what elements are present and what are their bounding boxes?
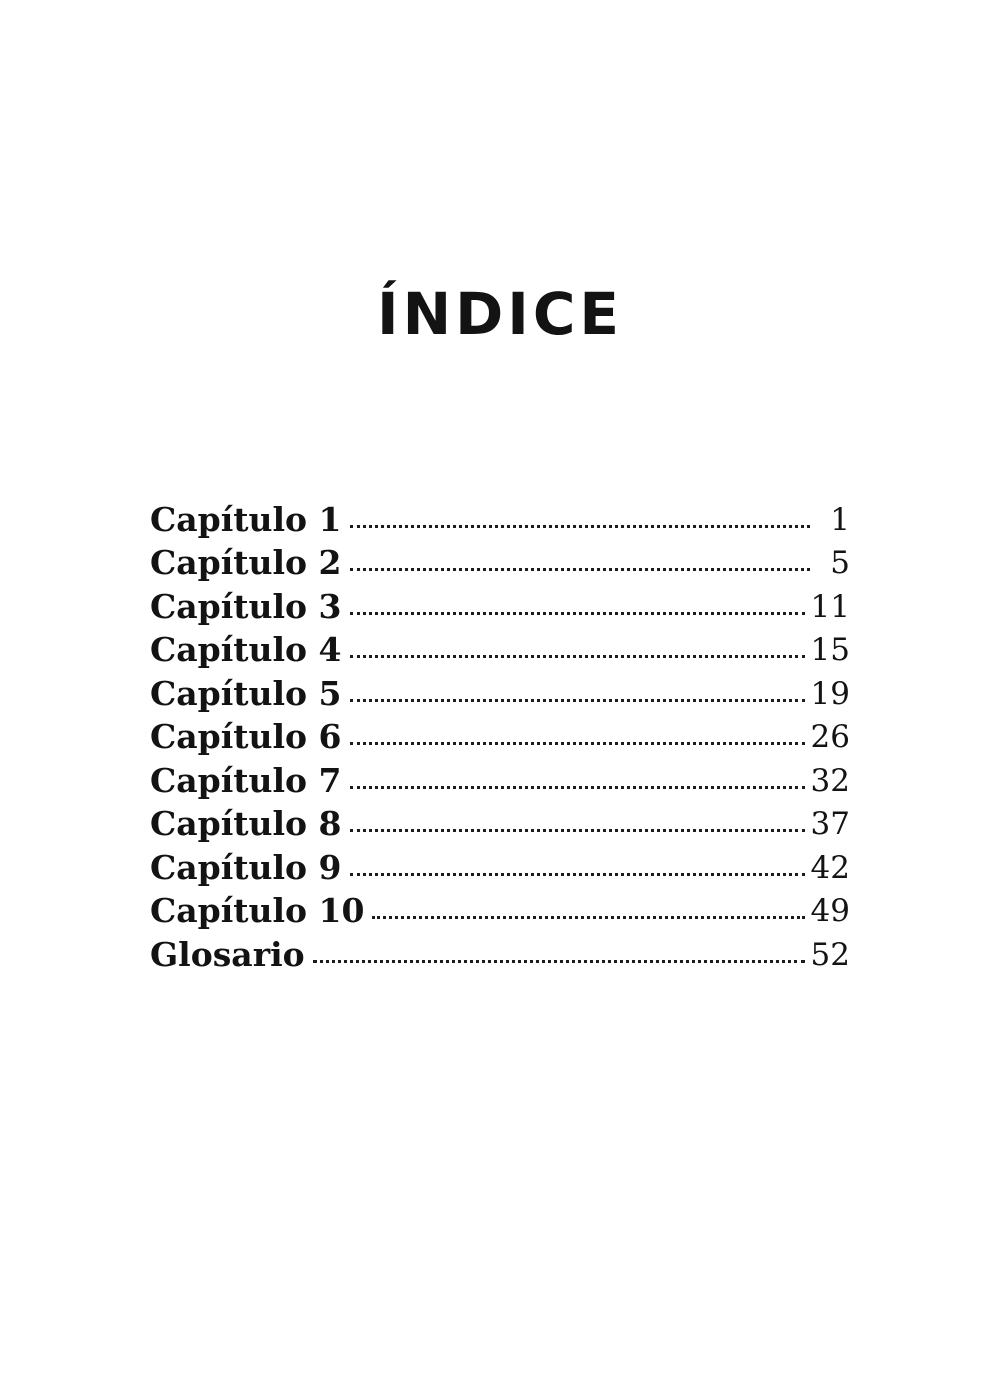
toc-entry bbox=[150, 712, 850, 756]
toc-entry bbox=[150, 625, 850, 669]
toc-entry bbox=[150, 494, 850, 538]
dot-leader bbox=[350, 699, 805, 702]
toc-entry-label: Capítulo 2 bbox=[150, 543, 342, 582]
toc-entry-page: 42 bbox=[810, 849, 850, 886]
toc-entry bbox=[150, 668, 850, 712]
toc-entry-label: Capítulo 6 bbox=[150, 717, 342, 756]
dot-leader bbox=[350, 655, 805, 658]
toc-entry bbox=[150, 886, 850, 930]
dot-leader bbox=[372, 916, 804, 919]
dot-leader bbox=[350, 786, 805, 789]
dot-leader bbox=[350, 873, 805, 876]
toc-entry bbox=[150, 929, 850, 973]
toc-entry-label: Capítulo 8 bbox=[150, 804, 342, 843]
toc-list bbox=[150, 494, 850, 973]
dot-leader bbox=[350, 525, 811, 528]
dot-leader bbox=[313, 960, 805, 963]
dot-leader bbox=[350, 612, 805, 615]
toc-entry-page: 37 bbox=[810, 806, 850, 842]
toc-entry-page: 32 bbox=[810, 762, 850, 799]
toc-entry-label: Capítulo 10 bbox=[150, 891, 365, 930]
toc-entry-label: Capítulo 3 bbox=[150, 586, 342, 626]
toc-entry-page: 1 bbox=[830, 501, 850, 538]
toc-entry bbox=[150, 581, 850, 625]
toc-entry-page: 49 bbox=[810, 893, 850, 929]
toc-entry-label: Capítulo 1 bbox=[150, 499, 342, 539]
toc-entry-page: 26 bbox=[810, 719, 850, 755]
toc-entry-page: 19 bbox=[810, 675, 850, 712]
toc-entry-page: 52 bbox=[810, 936, 850, 973]
dot-leader bbox=[350, 568, 811, 571]
toc-entry-label: Capítulo 4 bbox=[150, 630, 342, 669]
toc-entry bbox=[150, 799, 850, 843]
page-title: ÍNDICE bbox=[376, 280, 624, 348]
toc-entry bbox=[150, 755, 850, 799]
toc-entry bbox=[150, 842, 850, 886]
dot-leader bbox=[350, 742, 805, 745]
toc-entry bbox=[150, 538, 850, 582]
toc-entry-label: Glosario bbox=[150, 934, 305, 974]
dot-leader bbox=[350, 829, 805, 832]
toc-entry-page: 15 bbox=[810, 632, 850, 668]
toc-entry-label: Capítulo 9 bbox=[150, 847, 342, 887]
toc-entry-label: Capítulo 7 bbox=[150, 760, 342, 800]
toc-entry-page: 5 bbox=[830, 545, 850, 581]
toc-entry-page: 11 bbox=[810, 588, 850, 625]
toc-entry-label: Capítulo 5 bbox=[150, 673, 342, 713]
